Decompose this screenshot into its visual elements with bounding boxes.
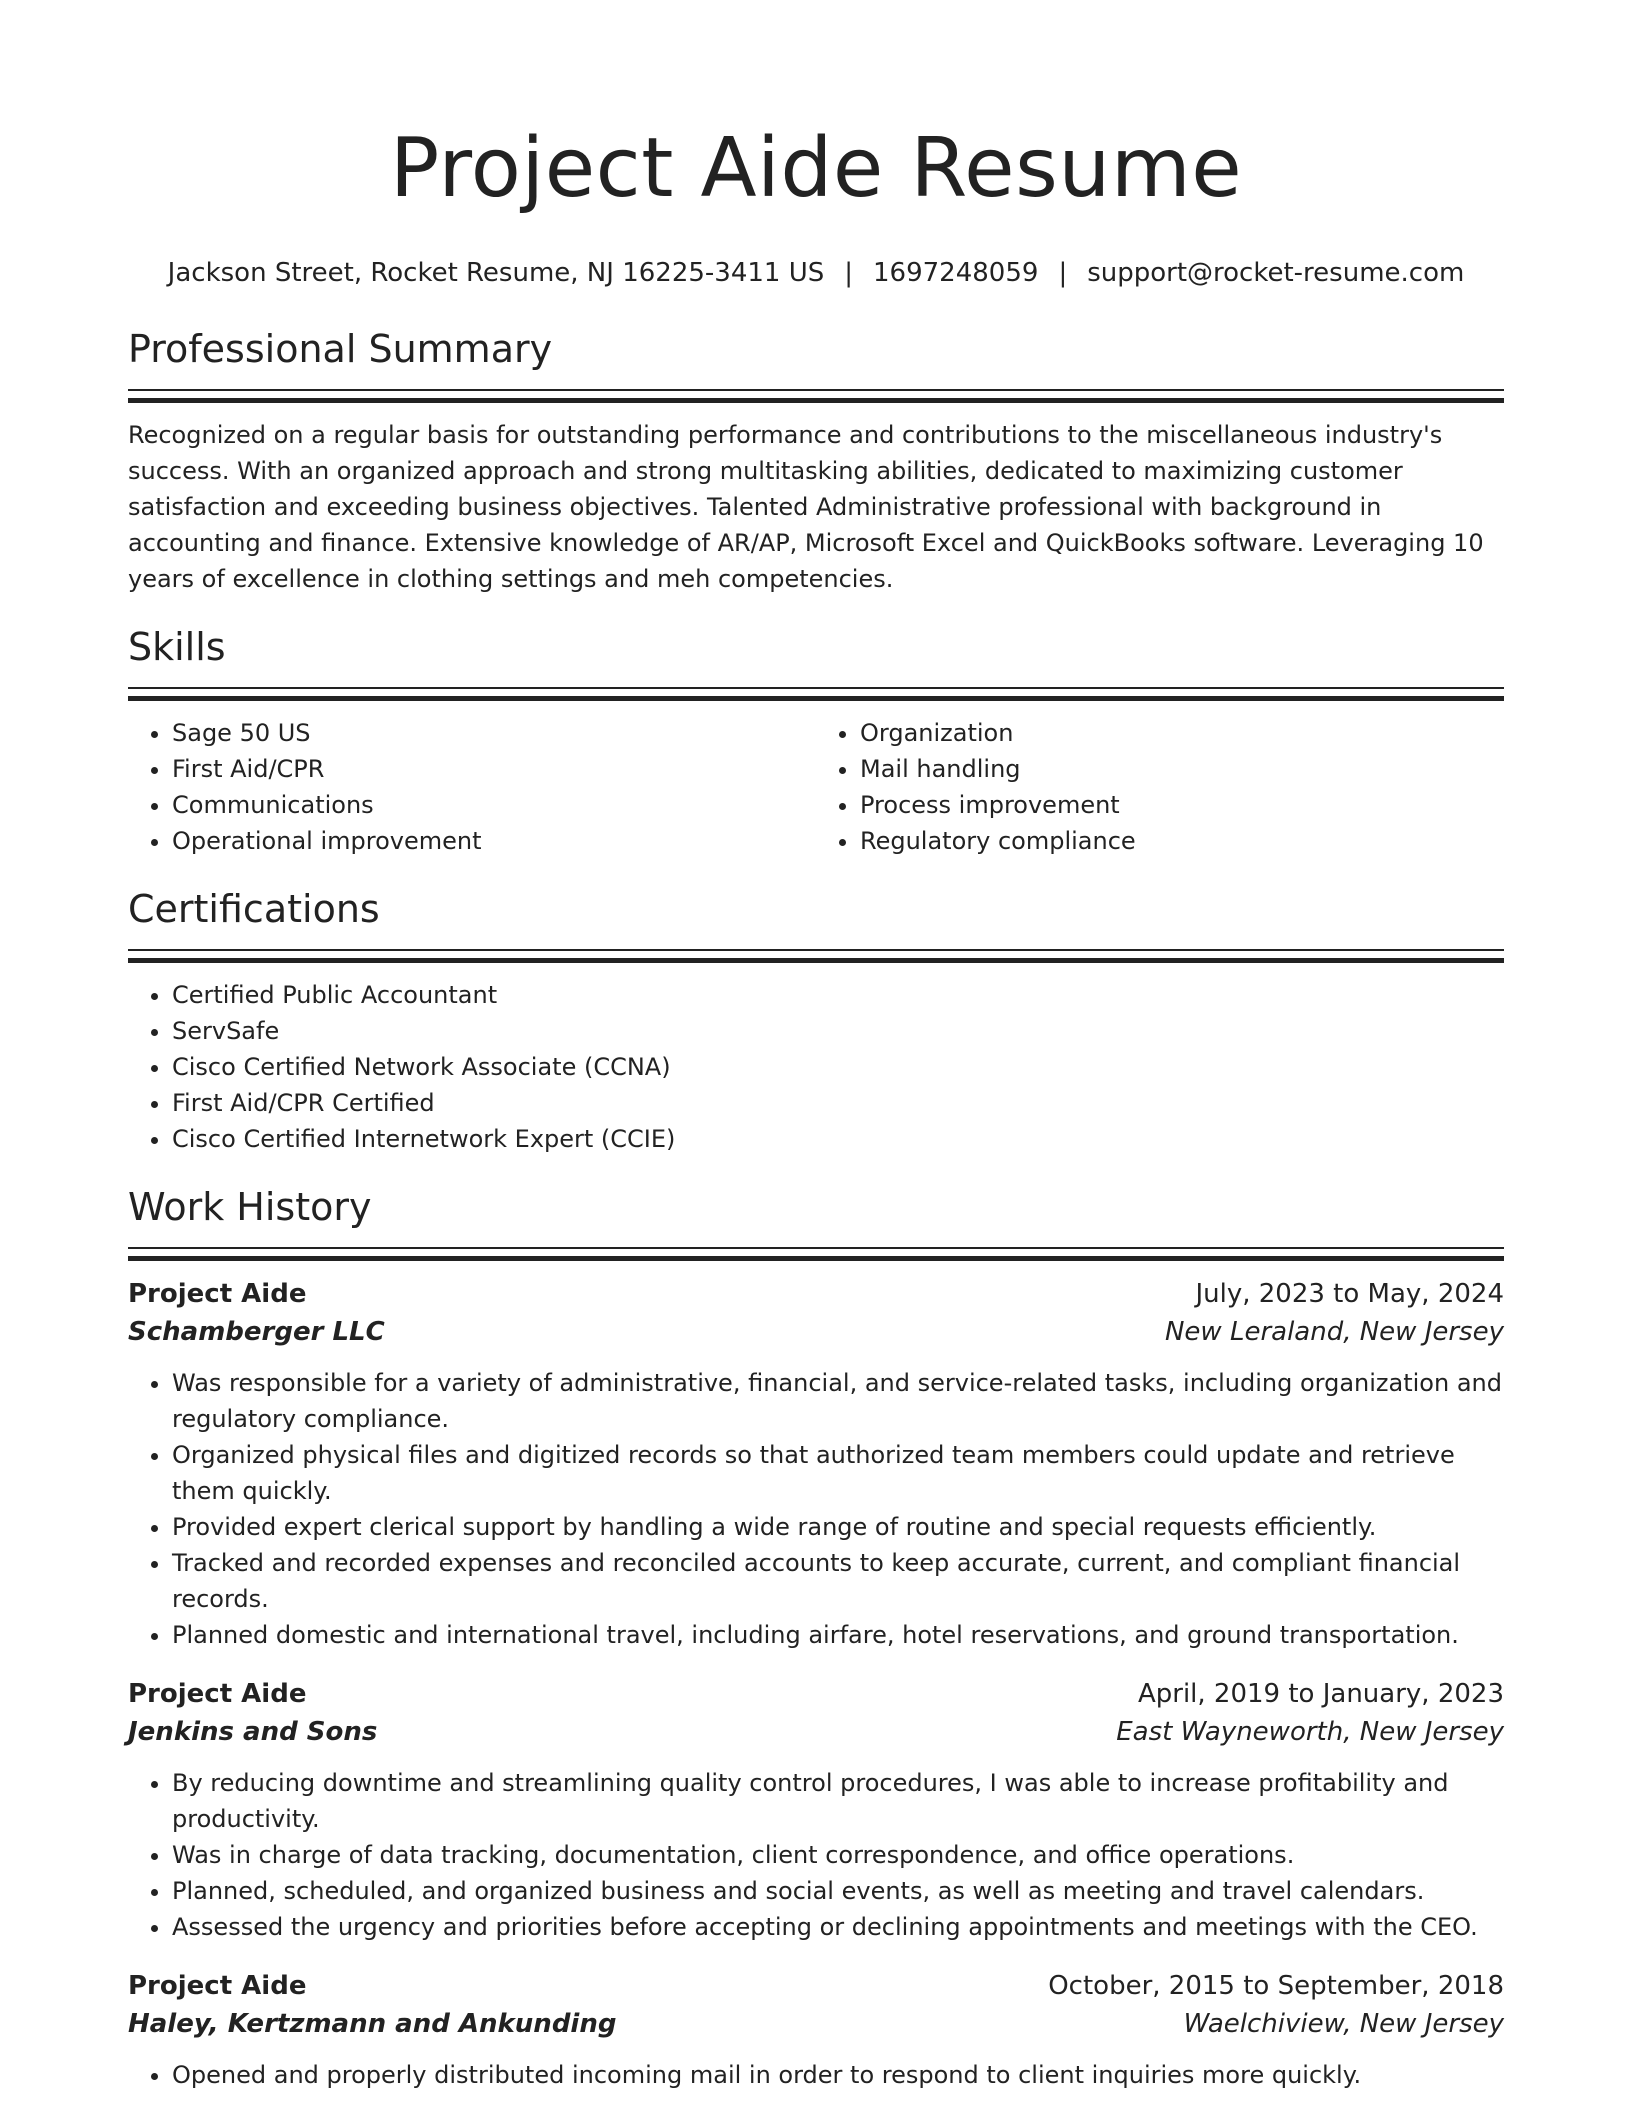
job-title: Project Aide — [128, 1679, 307, 1709]
job-dates: July, 2023 to May, 2024 — [1195, 1279, 1504, 1309]
job-dates: October, 2015 to September, 2018 — [1048, 1971, 1504, 2001]
job-bullet: • Provided expert clerical support by handling a wide range of routine and special requests efficiently. — [172, 1509, 1504, 1545]
job-bullets — [128, 2057, 1504, 2093]
contact-address: Jackson Street, Rocket Resume, NJ 16225-3411 US — [167, 258, 825, 288]
work-history-section — [128, 1183, 1504, 2093]
contact-separator: | — [844, 258, 854, 288]
certifications-section — [128, 885, 1504, 1157]
section-divider — [128, 1247, 1504, 1261]
job-bullet: • Opened and properly distributed incoming mail in order to respond to client inquiries more quickly. — [172, 2057, 1504, 2093]
skills-columns — [128, 715, 1504, 859]
job-title: Project Aide — [128, 1279, 307, 1309]
job-title: Project Aide — [128, 1971, 307, 2001]
certification-item: • Cisco Certified Internetwork Expert (CCIE) — [172, 1121, 1504, 1157]
job-location: Waelchiview, New Jersey — [1183, 2009, 1504, 2039]
contact-line — [128, 255, 1504, 291]
job-bullet: • Planned, scheduled, and organized business and social events, as well as meeting and travel calendars. — [172, 1873, 1504, 1909]
skill-item: • Regulatory compliance — [860, 823, 1504, 859]
skills-heading: Skills — [128, 625, 226, 669]
contact-phone: 1697248059 — [873, 258, 1039, 288]
section-divider — [128, 687, 1504, 701]
job-location: New Leraland, New Jersey — [1164, 1317, 1504, 1347]
skill-item: • Organization — [860, 715, 1504, 751]
contact-separator: | — [1058, 258, 1068, 288]
job-entry — [128, 1275, 1504, 1653]
section-divider — [128, 949, 1504, 963]
skill-item: • Process improvement — [860, 787, 1504, 823]
skill-item: • Operational improvement — [172, 823, 816, 859]
certification-item: • Cisco Certified Network Associate (CCNA) — [172, 1049, 1504, 1085]
job-bullet: • Was responsible for a variety of administrative, financial, and service-related tasks, including organization and regulatory compliance. — [172, 1365, 1504, 1437]
resume-name: Project Aide Resume — [389, 121, 1243, 216]
job-bullet: • Planned domestic and international travel, including airfare, hotel reservations, and ground transportation. — [172, 1617, 1504, 1653]
skill-item: • Sage 50 US — [172, 715, 816, 751]
resume-page — [128, 0, 1504, 2115]
skill-item: • Mail handling — [860, 751, 1504, 787]
certifications-heading: Certifications — [128, 887, 380, 931]
job-bullet: • Assessed the urgency and priorities before accepting or declining appointments and meetings with the CEO. — [172, 1909, 1504, 1945]
skills-list-left — [128, 715, 816, 859]
skills-section — [128, 623, 1504, 859]
job-bullet: • Organized physical files and digitized records so that authorized team members could update and retrieve them quickly. — [172, 1437, 1504, 1509]
summary-text: Recognized on a regular basis for outstanding performance and contributions to the miscellaneous industry's success. With an organized approach and strong multitasking abilities, dedicated to maximizing customer satisfaction and exceeding business objectives. Talented Administrative professional with background in accounting and finance. Extensive knowledge of AR/AP, Microsoft Excel and QuickBooks software. Leveraging 10 years of excellence in clothing settings and meh competencies. — [128, 421, 1484, 593]
work-history-heading: Work History — [128, 1185, 372, 1229]
job-bullets — [128, 1365, 1504, 1653]
job-dates: April, 2019 to January, 2023 — [1137, 1679, 1504, 1709]
job-bullet: • By reducing downtime and streamlining quality control procedures, I was able to increase profitability and productivity. — [172, 1765, 1504, 1837]
job-company: Haley, Kertzmann and Ankunding — [128, 2009, 617, 2039]
summary-heading: Professional Summary — [128, 327, 553, 371]
job-location: East Wayneworth, New Jersey — [1116, 1717, 1504, 1747]
job-company: Jenkins and Sons — [128, 1717, 378, 1747]
job-company: Schamberger LLC — [128, 1317, 385, 1347]
certifications-list — [128, 977, 1504, 1157]
summary-section — [128, 325, 1504, 597]
skill-item: • First Aid/CPR — [172, 751, 816, 787]
job-entry — [128, 1675, 1504, 1945]
job-bullet: • Was in charge of data tracking, documentation, client correspondence, and office operations. — [172, 1837, 1504, 1873]
certification-item: • ServSafe — [172, 1013, 1504, 1049]
job-bullet: • Tracked and recorded expenses and reconciled accounts to keep accurate, current, and compliant financial records. — [172, 1545, 1504, 1617]
skill-item: • Communications — [172, 787, 816, 823]
certification-item: • Certified Public Accountant — [172, 977, 1504, 1013]
job-entry — [128, 1967, 1504, 2093]
certification-item: • First Aid/CPR Certified — [172, 1085, 1504, 1121]
section-divider — [128, 389, 1504, 403]
skills-list-right — [816, 715, 1504, 859]
contact-email: support@rocket-resume.com — [1087, 258, 1465, 288]
job-bullets — [128, 1765, 1504, 1945]
